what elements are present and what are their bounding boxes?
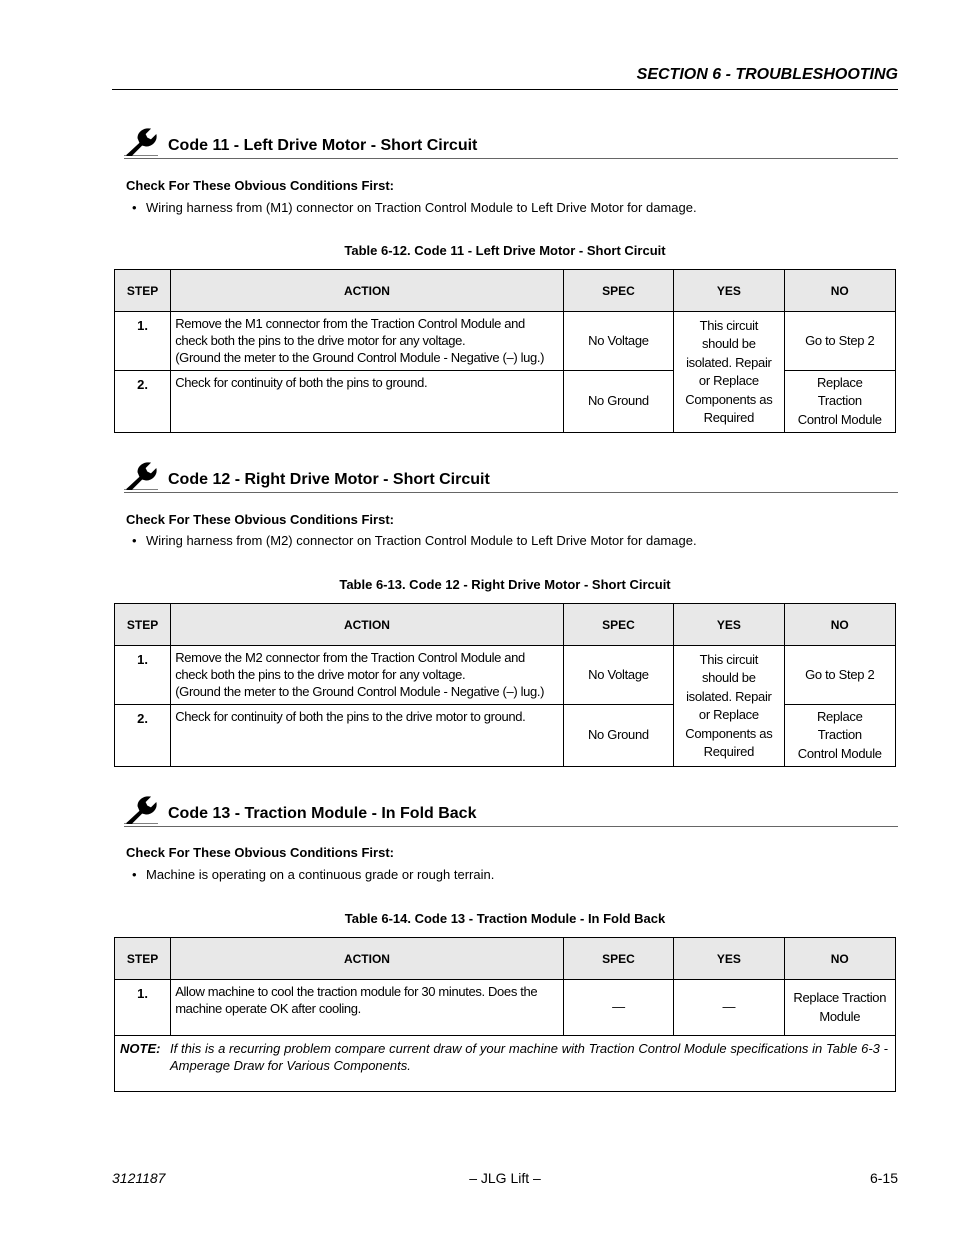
no-cell: Replace Traction Module <box>784 980 895 1036</box>
action-cell: Allow machine to cool the traction module for 30 minutes. Does the machine operate OK after cooling. <box>171 980 564 1036</box>
step-number: 1. <box>115 312 171 371</box>
code-title: Code 12 - Right Drive Motor - Short Circuit <box>168 471 490 488</box>
no-cell: Replace Traction Control Module <box>784 371 895 433</box>
no-cell: Replace Traction Control Module <box>784 705 895 767</box>
table-row <box>115 646 896 705</box>
col-step: STEP <box>115 604 171 646</box>
section-header <box>112 60 898 90</box>
col-spec: SPEC <box>563 604 673 646</box>
step-number: 2. <box>115 371 171 433</box>
col-yes: YES <box>674 938 784 980</box>
check-title: Check For These Obvious Conditions First: <box>126 845 394 860</box>
note-cell <box>115 1036 896 1092</box>
footer-brand: – JLG Lift – <box>469 1170 541 1186</box>
step-number: 1. <box>115 980 171 1036</box>
col-no: NO <box>784 938 895 980</box>
col-spec: SPEC <box>563 270 673 312</box>
col-spec: SPEC <box>563 938 673 980</box>
col-yes: YES <box>674 270 784 312</box>
col-step: STEP <box>115 938 171 980</box>
table-header-row <box>115 270 896 312</box>
yes-cell: This circuit should be isolated. Repair or Replace Components as Required <box>674 312 784 433</box>
bullet-item: • Wiring harness from (M2) connector on Traction Control Module to Left Drive Motor for damage. <box>132 533 697 548</box>
spec-cell: No Voltage <box>563 312 673 371</box>
table-header-row <box>115 604 896 646</box>
code-title: Code 13 - Traction Module - In Fold Back <box>168 805 477 822</box>
section-title: SECTION 6 - TROUBLESHOOTING <box>636 66 898 83</box>
no-cell: Go to Step 2 <box>784 312 895 371</box>
spec-cell: — <box>563 980 673 1036</box>
wrench-icon <box>124 460 158 490</box>
yes-cell: This circuit should be isolated. Repair or Replace Components as Required <box>674 646 784 767</box>
action-cell: Check for continuity of both the pins to ground. <box>171 371 564 433</box>
bullet-item: • Wiring harness from (M1) connector on Traction Control Module to Left Drive Motor for damage. <box>132 200 697 215</box>
code-heading <box>124 794 898 827</box>
no-cell: Go to Step 2 <box>784 646 895 705</box>
col-step: STEP <box>115 270 171 312</box>
table-row <box>115 312 896 371</box>
code-heading <box>124 460 898 493</box>
table-caption: Table 6-12. Code 11 - Left Drive Motor - Short Circuit <box>344 243 666 258</box>
table-row <box>115 980 896 1036</box>
note-text: If this is a recurring problem compare current draw of your machine with Traction Control Module specifications in Table 6-3 - Amperage Draw for Various Components. <box>170 1041 888 1073</box>
troubleshooting-table <box>114 269 896 433</box>
page-number: 6-15 <box>869 1170 898 1186</box>
bullet-item: • Machine is operating on a continuous grade or rough terrain. <box>132 867 495 882</box>
action-cell: Remove the M1 connector from the Traction Control Module and check both the pins to the drive motor for any voltage. (Ground the meter to the Ground Control Module - Negative (–) lug.) <box>171 312 564 371</box>
col-yes: YES <box>674 604 784 646</box>
col-action: ACTION <box>171 270 564 312</box>
wrench-icon <box>124 794 158 824</box>
col-no: NO <box>784 604 895 646</box>
troubleshooting-table <box>114 937 896 1092</box>
code-11-block <box>112 124 898 436</box>
col-no: NO <box>784 270 895 312</box>
spec-cell: No Ground <box>563 705 673 767</box>
code-12-block <box>112 458 898 770</box>
doc-number: 3121187 <box>112 1170 166 1186</box>
check-title: Check For These Obvious Conditions First: <box>126 178 394 193</box>
code-heading <box>124 126 898 159</box>
note-row <box>115 1036 896 1092</box>
note-label: NOTE: <box>120 1041 161 1056</box>
troubleshooting-table <box>114 603 896 767</box>
action-cell: Check for continuity of both the pins to the drive motor to ground. <box>171 705 564 767</box>
col-action: ACTION <box>171 938 564 980</box>
table-caption: Table 6-13. Code 12 - Right Drive Motor - Short Circuit <box>339 577 671 592</box>
col-action: ACTION <box>171 604 564 646</box>
spec-cell: No Ground <box>563 371 673 433</box>
table-header-row <box>115 938 896 980</box>
yes-cell: — <box>674 980 784 1036</box>
code-title: Code 11 - Left Drive Motor - Short Circuit <box>168 137 478 154</box>
check-title: Check For These Obvious Conditions First: <box>126 512 394 527</box>
table-caption: Table 6-14. Code 13 - Traction Module - In Fold Back <box>344 911 666 926</box>
spec-cell: No Voltage <box>563 646 673 705</box>
action-cell: Remove the M2 connector from the Traction Control Module and check both the pins to the drive motor for any voltage. (Ground the meter to the Ground Control Module - Negative (–) lug.) <box>171 646 564 705</box>
code-13-block <box>112 792 898 1094</box>
wrench-icon <box>124 126 158 156</box>
step-number: 1. <box>115 646 171 705</box>
step-number: 2. <box>115 705 171 767</box>
